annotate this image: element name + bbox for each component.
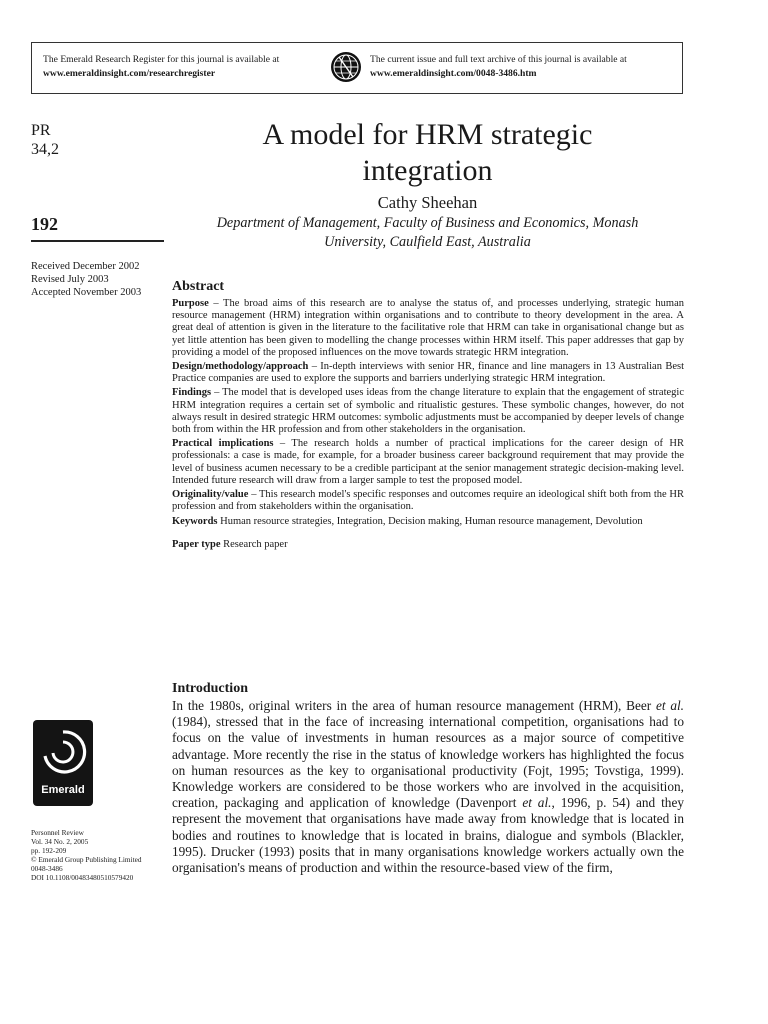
introduction-heading: Introduction — [172, 681, 248, 696]
purpose-text: – The broad aims of this research are to analyse the status of, and processes underlying, strategic human resource management (HRM) integration within organisations and to contribute to theory development in the area. A great deal of attention is given in the literature to the facilitative role that HRM can take in organisational change but as yet little attention has been given to modelling the change processes within HRM itself. This paper addresses that gap by providing a model of the proposed influences on the move towards strategic HRM integration. — [172, 298, 684, 358]
originality-text: – This research model's specific responses and outcomes require an ideological shift both from the HR profession and from stakeholders within the organisation. — [172, 489, 684, 513]
design-text: – In-depth interviews with senior HR, finance and line managers in 13 Australian Best Practice companies are used to explore the supports and barriers underlying strategic HRM integration. — [172, 361, 684, 385]
intro-text-1: In the 1980s, original writers in the area of human resource management (HRM), Beer — [172, 698, 656, 713]
intro-et-al-1: et al. — [655, 698, 684, 713]
findings-text: – The model that is developed uses ideas from the change literature to explain that the engagement of strategic HRM integration requires a certain set of symbolic and ritualistic gestures. These symbolic changes, however, do not always result in desired strategic HRM outcomes: symbolic adjustments must be accompanied by deeper levels of change both from within the HR profession and from other stakeholders in the organisation. — [172, 387, 684, 436]
abstract-design — [172, 361, 684, 385]
abstract-findings — [172, 387, 684, 436]
citation-doi: DOI 10.1108/00483480510579420 — [31, 872, 134, 882]
emerald-wordmark: Emerald — [41, 784, 85, 796]
author-name: Cathy Sheehan — [377, 193, 478, 212]
journal-abbreviation: PR — [31, 122, 51, 139]
intro-text-3: , 1996, p. 54) and they represent the movement that organisations have made away from knowledge that is located in bodies and routines to knowledge that is located in brains, dialogue and symbols (Blackler, 1995). Drucker (1993) posits that in many organisations knowledge workers actually own the organisation's means of production and within the resource-based view of the firm, — [172, 795, 684, 876]
findings-label: Findings — [172, 387, 212, 399]
abstract-heading: Abstract — [172, 279, 225, 294]
emerald-globe-icon — [330, 51, 362, 83]
volume-issue: 34,2 — [31, 141, 59, 158]
originality-label: Originality/value — [172, 489, 249, 501]
citation-pages: pp. 192-209 — [31, 845, 67, 855]
page-number: 192 — [31, 214, 58, 234]
design-label: Design/methodology/approach — [172, 361, 309, 373]
accepted-date: Accepted November 2003 — [31, 286, 142, 298]
purpose-label: Purpose — [172, 298, 209, 309]
journal-access-banner — [31, 42, 683, 94]
full-text-archive-text: The current issue and full text archive of this journal is available at — [370, 54, 627, 65]
title-line-1: A model for HRM strategic — [262, 118, 593, 151]
paper-type-label: Paper type — [172, 539, 221, 551]
practical-text: – The research holds a number of practical implications for the career design of HR professionals: a case is made, for example, for a broader business career background requirement that may provide the level of business acumen necessary to be a credible participant at the senior management strategic decision-making level. Intended future research will draw from a larger sample to test the proposed model. — [172, 438, 684, 486]
citation-journal: Personnel Review — [31, 828, 84, 837]
journal-archive-link[interactable]: www.emeraldinsight.com/0048-3486.htm — [370, 68, 537, 79]
journal-citation — [31, 829, 142, 882]
abstract-section — [172, 279, 684, 550]
emerald-logo — [33, 720, 93, 806]
article-title — [175, 117, 680, 189]
full-text-archive-notice — [370, 53, 627, 81]
research-register-text: The Emerald Research Register for this journal is available at — [43, 54, 280, 65]
received-date: Received December 2002 — [31, 261, 140, 272]
keywords-text: Human resource strategies, Integration, Decision making, Human resource management, Devolution — [217, 516, 643, 528]
submission-dates — [31, 261, 141, 299]
introduction-body — [172, 698, 684, 876]
affiliation-line-2: University, Caulfield East, Australia — [324, 234, 531, 250]
research-register-link[interactable]: www.emeraldinsight.com/researchregister — [43, 68, 216, 79]
abstract-purpose — [172, 298, 684, 359]
practical-label: Practical implications — [172, 438, 274, 450]
sidebar-divider — [31, 240, 164, 242]
paper-type — [172, 539, 684, 550]
author-affiliation — [175, 214, 680, 252]
paper-type-text: Research paper — [220, 539, 288, 551]
keywords — [172, 515, 684, 529]
revised-date: Revised July 2003 — [31, 273, 109, 285]
citation-volume: Vol. 34 No. 2, 2005 — [31, 836, 89, 846]
journal-code — [31, 121, 59, 159]
intro-et-al-2: et al. — [522, 795, 552, 811]
title-line-2: integration — [362, 154, 493, 187]
affiliation-line-1: Department of Management, Faculty of Business and Economics, Monash — [216, 215, 639, 231]
citation-issn: 0048-3486 — [31, 863, 63, 873]
intro-text-2: (1984), stressed that in the face of increasing international competition, organisations had to focus on the value of investments in human resources as a major source of competitive advantage. More recently the rise in the status of knowledge workers has highlighted the focus on human resources as the key to organisational productivity (Fojt, 1995; Tovstiga, 1999). Knowledge workers are considered to be those workers who are involved in the acquisition, creation, packaging and application of knowledge (Davenport — [172, 714, 684, 811]
abstract-originality — [172, 489, 684, 513]
abstract-practical — [172, 438, 684, 487]
keywords-label: Keywords — [172, 516, 218, 528]
emerald-swirl-icon — [33, 722, 93, 782]
research-register-notice — [43, 53, 279, 81]
citation-copyright: © Emerald Group Publishing Limited — [31, 854, 142, 864]
